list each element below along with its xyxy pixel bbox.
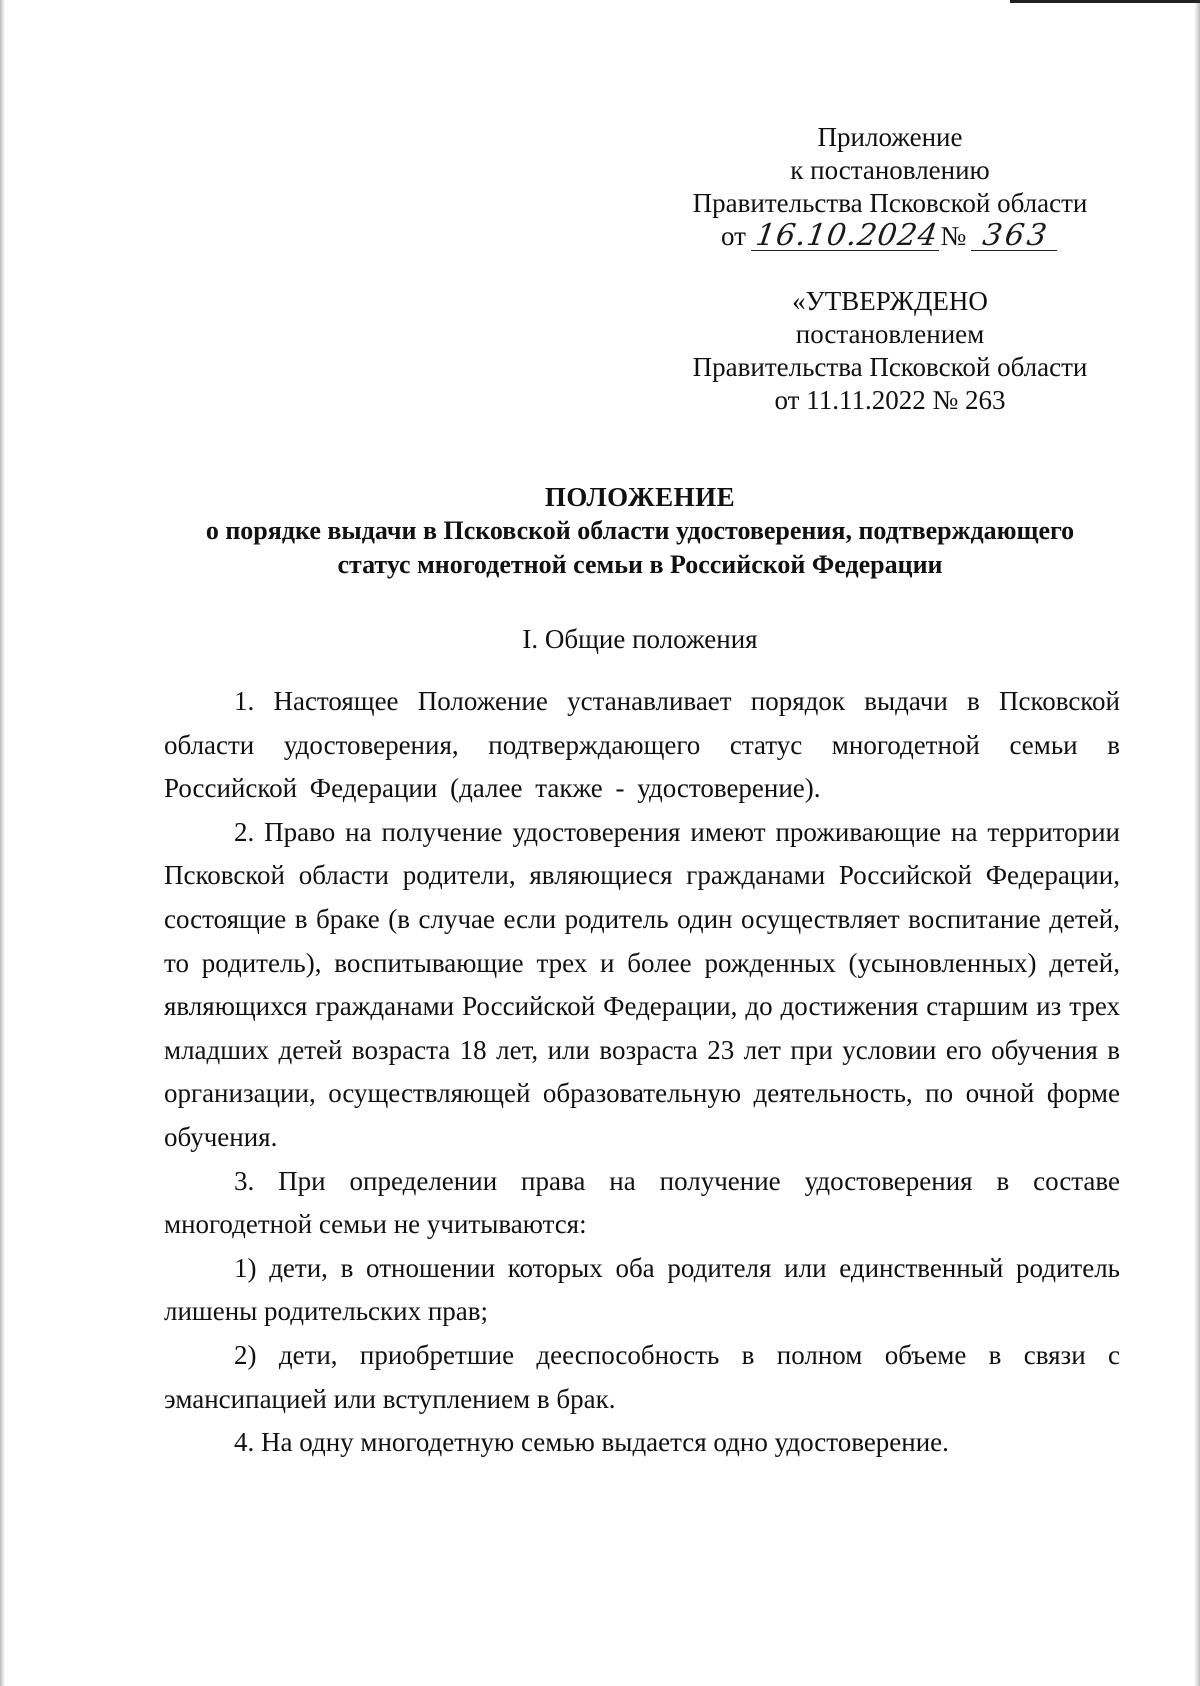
appendix-line-2: к постановлению bbox=[790, 155, 990, 185]
paragraph-3-item-1: 1) дети, в отношении которых оба родителя или единственный родитель лишены родительских прав; bbox=[164, 1252, 1120, 1327]
document-heading bbox=[160, 480, 1120, 582]
document-subtitle-line-1: о порядке выдачи в Псковской области удостоверения, подтверждающего bbox=[205, 516, 1075, 545]
approved-block bbox=[660, 285, 1120, 417]
scan-edge-left bbox=[0, 0, 5, 1686]
document-body bbox=[164, 680, 1120, 1465]
approved-line-1: «УТВЕРЖДЕНО bbox=[792, 286, 988, 316]
appendix-handwritten-date: 16.10.2024 bbox=[751, 222, 943, 251]
document-subtitle-line-2: статус многодетной семьи в Российской Федерации bbox=[337, 550, 943, 579]
appendix-date-line bbox=[660, 220, 1120, 253]
approved-line-3: Правительства Псковской области bbox=[692, 352, 1088, 382]
approved-line-2: постановлением bbox=[795, 319, 985, 349]
paragraph-4: 4. На одну многодетную семью выдается одно удостоверение. bbox=[234, 1427, 949, 1458]
appendix-date-prefix: от bbox=[721, 221, 746, 251]
scan-edge-top bbox=[1010, 0, 1200, 3]
paragraph-3-item-2: 2) дети, приобретшие дееспособность в полном объеме в связи с эмансипацией или вступлением в брак. bbox=[164, 1339, 1120, 1414]
appendix-block bbox=[660, 121, 1120, 253]
approved-line-4: от 11.11.2022 № 263 bbox=[774, 385, 1006, 415]
scan-edge-right bbox=[1194, 0, 1200, 1686]
appendix-line-1: Приложение bbox=[817, 122, 963, 152]
section-title: I. Общие положения bbox=[522, 624, 758, 654]
appendix-handwritten-number: 363 bbox=[971, 222, 1061, 251]
paragraph-2: 2. Право на получение удостоверения имеют проживающие на территории Псковской области родители, являющиеся гражданами Российской Федерации, состоящие в браке (в случае если родитель один осуществляет воспитание детей, то родитель), воспитывающие трех и более рожденных (усыновленных) детей, являющихся гражданами Российской Федерации, до достижения старшим из трех младших детей возраста 18 лет, или возраста 23 лет при условии его обучения в организации, осуществляющей образовательную деятельность, по очной форме обучения. bbox=[164, 816, 1120, 1152]
document-title: ПОЛОЖЕНИЕ bbox=[544, 482, 736, 512]
paragraph-1: 1. Настоящее Положение устанавливает порядок выдачи в Псковской области удостоверения, подтверждающего статус многодетной семьи в Российской Федерации (далее также - удостоверение). bbox=[164, 686, 1120, 804]
paragraph-3: 3. При определении права на получение удостоверения в составе многодетной семьи не учитываются: bbox=[164, 1165, 1120, 1240]
appendix-line-3: Правительства Псковской области bbox=[692, 188, 1088, 218]
appendix-number-sign: № bbox=[940, 221, 967, 251]
